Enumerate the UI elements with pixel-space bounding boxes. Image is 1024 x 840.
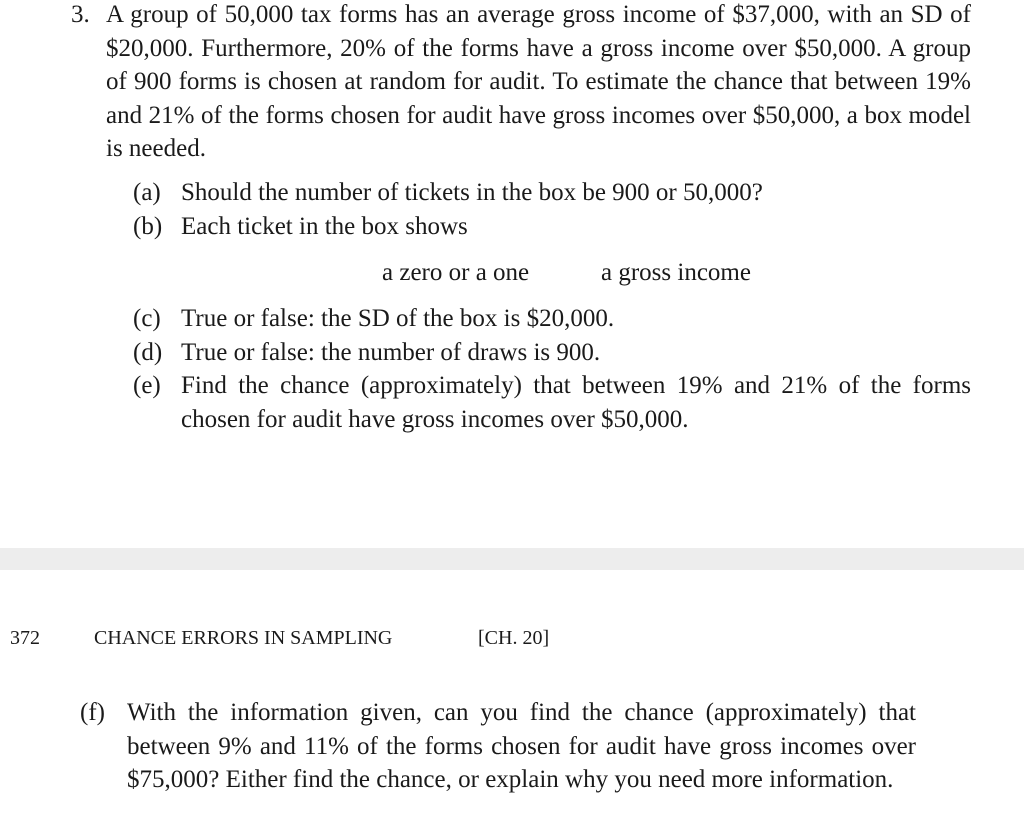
choice-zero-or-one: a zero or a one [382, 259, 530, 286]
chapter-reference: [CH. 20] [478, 627, 550, 649]
chapter-title: CHANCE ERRORS IN SAMPLING [94, 627, 393, 649]
part-a-text: Should the number of tickets in the box be 900 or 50,000? [181, 179, 763, 206]
part-b-text: Each ticket in the box shows [181, 213, 468, 240]
part-f-text: With the information given, can you find the chance (approximately) that between 9% and 11% of the forms chosen for audit have gross incomes over $75,000? Either find the chance, or explain why you need more information. [127, 699, 916, 793]
part-e-text: Find the chance (approximately) that between 19% and 21% of the forms chosen for audit have gross incomes over $50,000. [181, 372, 971, 433]
part-f-letter: (f) [80, 699, 105, 726]
part-b-letter: (b) [133, 213, 163, 240]
problem-stem: A group of 50,000 tax forms has an average gross income of $37,000, with an SD of $20,000. Furthermore, 20% of the forms have a gross income over $50,000. A group of 900 forms is chosen at random for audit. To estimate the chance that between 19% and 21% of the forms chosen for audit have gross incomes over $50,000, a box model is needed. [106, 1, 971, 162]
part-e-letter: (e) [133, 372, 161, 399]
part-c-text: True or false: the SD of the box is $20,000. [181, 305, 615, 332]
page-number: 372 [10, 627, 40, 649]
part-d-text: True or false: the number of draws is 900. [181, 339, 601, 366]
choice-gross-income: a gross income [601, 259, 751, 286]
part-c-letter: (c) [133, 305, 161, 332]
page-gap-divider [0, 548, 1024, 570]
part-a-letter: (a) [133, 179, 161, 206]
problem-number: 3. [71, 1, 90, 28]
part-d-letter: (d) [133, 339, 163, 366]
